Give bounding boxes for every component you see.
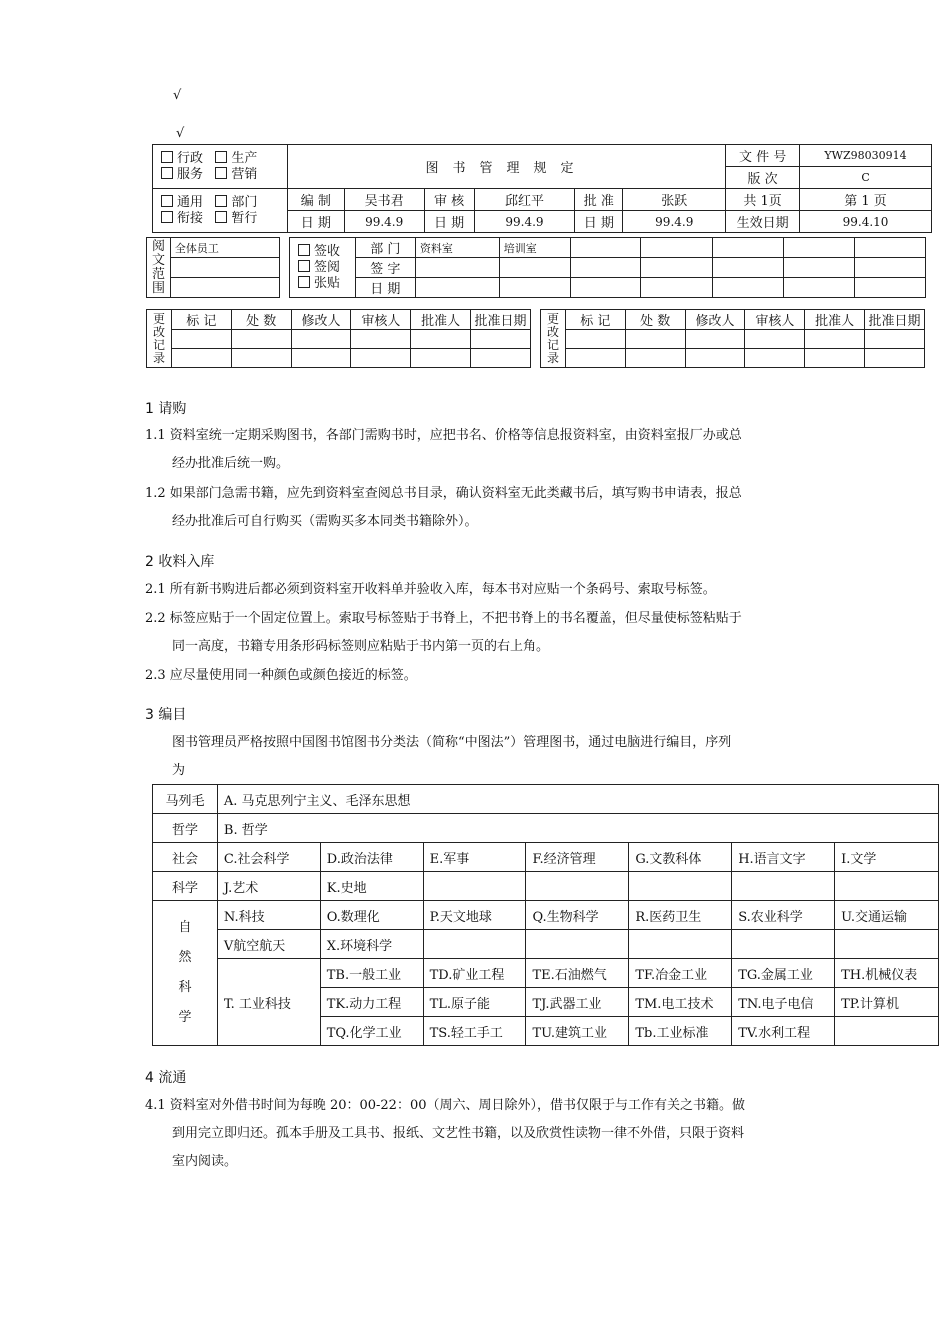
- category-checkboxes-top: 行政 生产 服务 营销: [153, 145, 288, 189]
- header-approve-date: 批准日期: [865, 310, 925, 330]
- scope-blank-1: [170, 258, 279, 278]
- class-cell: TE.石油燃气: [526, 959, 629, 988]
- checkbox-temporary[interactable]: [215, 211, 227, 223]
- approved-label: 批 准: [575, 189, 623, 211]
- checkbox-sign-read[interactable]: [298, 260, 310, 272]
- header-approver: 批准人: [805, 310, 865, 330]
- class-cell: TG.金属工业: [732, 959, 835, 988]
- class-philosophy-value: B. 哲学: [217, 814, 938, 843]
- class-cell: TB.一般工业: [320, 959, 423, 988]
- class-cell: TK.动力工程: [320, 988, 423, 1017]
- class-cell: N.科技: [217, 901, 320, 930]
- header-modifier: 修改人: [685, 310, 745, 330]
- class-cell: C.社会科学: [217, 843, 320, 872]
- doc-no-value: YWZ98030914: [800, 145, 932, 167]
- section-3-heading: 3 编目: [145, 707, 187, 723]
- effective-date: 99.4.10: [800, 211, 932, 233]
- header-mark: 标 记: [565, 310, 625, 330]
- sign-label: 签 字: [355, 258, 415, 278]
- class-cell: TD.矿业工程: [423, 959, 526, 988]
- class-cell: Q.生物科学: [526, 901, 629, 930]
- class-social-label-1: 社会: [153, 843, 218, 872]
- change-record-label-left: 更改记录: [147, 310, 172, 368]
- class-cell: J.艺术: [217, 872, 320, 901]
- section-1-para-1: 1.1 资料室统一定期采购图书，各部门需购书时，应把书名、价格等信息报资料室，由资料室报厂办或总 经办批准后统一购。: [145, 428, 742, 471]
- class-cell: X.环境科学: [320, 930, 423, 959]
- page-number: 第 1 页: [800, 189, 932, 211]
- class-marx-label: 马列毛: [153, 785, 218, 814]
- document-title: 图书管理规定: [287, 145, 725, 189]
- version-label: 版 次: [726, 167, 800, 189]
- header-approver: 批准人: [411, 310, 471, 330]
- reviewed-date: 99.4.9: [474, 211, 575, 233]
- header-modifier: 修改人: [291, 310, 351, 330]
- section-2-para-3: 2.3 应尽量使用同一种颜色或颜色接近的标签。: [145, 668, 417, 683]
- section-2-para-2: 2.2 标签应贴于一个固定位置上。索取号标签贴于书脊上，不把书脊上的书名覆盖，但尽量使标签粘贴于 同一高度，书籍专用条形码标签则应粘贴于书内第一页的右上角。: [145, 611, 742, 654]
- class-marx-value: A. 马克思列宁主义、毛泽东思想: [217, 785, 938, 814]
- checkbox-sign-receive[interactable]: [298, 244, 310, 256]
- check-mark-top: √: [173, 88, 182, 103]
- total-pages: 共 1页: [726, 189, 800, 211]
- classification-table: [152, 784, 939, 1046]
- date-label-2: 日 期: [424, 211, 474, 233]
- checkbox-general[interactable]: [161, 195, 173, 207]
- checkbox-production[interactable]: [215, 151, 227, 163]
- section-2-heading: 2 收料入库: [145, 554, 215, 570]
- class-cell: TL.原子能: [423, 988, 526, 1017]
- class-cell: R.医药卫生: [629, 901, 732, 930]
- class-cell: G.文教科体: [629, 843, 732, 872]
- change-record-label-right: 更改记录: [541, 310, 566, 368]
- check-mark-second: √: [176, 126, 185, 141]
- class-cell: TJ.武器工业: [526, 988, 629, 1017]
- dept-library: 资料室: [415, 238, 499, 258]
- checkbox-department[interactable]: [215, 195, 227, 207]
- dept-training: 培训室: [499, 238, 570, 258]
- section-4-para-1: 4.1 资料室对外借书时间为每晚 20：00-22：00（周六、周日除外），借书仅限于与工作有关之书籍。做 到用完立即归还。孤本手册及工具书、报纸、文艺性书籍，以及欣赏性读物一律不外借，只限于资料 室内阅读。: [145, 1098, 746, 1169]
- dept-label: 部 门: [355, 238, 415, 258]
- class-philosophy-label: 哲学: [153, 814, 218, 843]
- header-reviewer: 审核人: [351, 310, 411, 330]
- doc-no-label: 文 件 号: [726, 145, 800, 167]
- class-cell: D.政治法律: [320, 843, 423, 872]
- class-cell: F.经济管理: [526, 843, 629, 872]
- effective-date-label: 生效日期: [726, 211, 800, 233]
- distribution-scope: 全体员工: [170, 238, 279, 258]
- checkbox-marketing[interactable]: [215, 167, 227, 179]
- section-1-para-2: 1.2 如果部门急需书籍，应先到资料室查阅总书目录，确认资料室无此类藏书后，填写购书申请表，报总 经办批准后可自行购买（需购买多本同类书籍除外）。: [145, 486, 742, 529]
- sign-mode-checkboxes: 签收 签阅 张贴: [290, 238, 356, 298]
- category-checkboxes-bottom: 通用 部门 衔接 暂行: [153, 189, 288, 233]
- class-cell: S.农业科学: [732, 901, 835, 930]
- header-count: 处 数: [625, 310, 685, 330]
- checkbox-link[interactable]: [161, 211, 173, 223]
- change-record-table-right: [540, 309, 925, 368]
- section-4-heading: 4 流通: [145, 1070, 187, 1086]
- approved-by: 张跃: [623, 189, 726, 211]
- header-approve-date: 批准日期: [471, 310, 531, 330]
- class-cell: TV.水利工程: [732, 1017, 835, 1046]
- document-header-table: [152, 144, 932, 233]
- distribution-label: 阅文范围: [147, 238, 171, 298]
- class-cell: TF.冶金工业: [629, 959, 732, 988]
- version-value: C: [800, 167, 932, 189]
- sign-date-label: 日 期: [355, 278, 415, 298]
- class-cell: E.军事: [423, 843, 526, 872]
- approved-date: 99.4.9: [623, 211, 726, 233]
- change-record-table-left: [146, 309, 531, 368]
- class-cell: TN.电子电信: [732, 988, 835, 1017]
- class-cell: TP.计算机: [835, 988, 939, 1017]
- prepared-date: 99.4.9: [344, 211, 424, 233]
- header-reviewer: 审核人: [745, 310, 805, 330]
- section-1-heading: 1 请购: [145, 401, 187, 417]
- scope-blank-2: [170, 278, 279, 298]
- date-label-1: 日 期: [287, 211, 344, 233]
- distribution-sign-table: [289, 237, 926, 298]
- class-industry-label: T. 工业科技: [217, 959, 320, 1046]
- prepared-label: 编 制: [287, 189, 344, 211]
- distribution-scope-table: [146, 237, 280, 298]
- header-mark: 标 记: [171, 310, 231, 330]
- checkbox-post[interactable]: [298, 276, 310, 288]
- section-3-para-1: 图书管理员严格按照中国图书馆图书分类法（简称“中图法”）管理图书，通过电脑进行编目，序列 为: [172, 735, 732, 778]
- class-cell: K.史地: [320, 872, 423, 901]
- class-cell: H.语言文字: [732, 843, 835, 872]
- class-social-label-2: 科学: [153, 872, 218, 901]
- class-cell: I.文学: [835, 843, 939, 872]
- class-cell: TU.建筑工业: [526, 1017, 629, 1046]
- class-cell: V航空航天: [217, 930, 320, 959]
- date-label-3: 日 期: [575, 211, 623, 233]
- reviewed-by: 邱红平: [474, 189, 575, 211]
- class-cell: TM.电工技术: [629, 988, 732, 1017]
- class-cell: O.数理化: [320, 901, 423, 930]
- class-cell: TH.机械仪表: [835, 959, 939, 988]
- class-natural-label: 自 然 科 学: [153, 901, 218, 1046]
- checkbox-admin[interactable]: [161, 151, 173, 163]
- section-2-para-1: 2.1 所有新书购进后都必须到资料室开收料单并验收入库，每本书对应贴一个条码号、索取号标签。: [145, 582, 716, 597]
- class-cell: P.天文地球: [423, 901, 526, 930]
- header-count: 处 数: [231, 310, 291, 330]
- class-cell: TQ.化学工业: [320, 1017, 423, 1046]
- prepared-by: 吴书君: [344, 189, 424, 211]
- class-cell: U.交通运输: [835, 901, 939, 930]
- checkbox-service[interactable]: [161, 167, 173, 179]
- class-cell: Tb.工业标准: [629, 1017, 732, 1046]
- reviewed-label: 审 核: [424, 189, 474, 211]
- class-cell: TS.轻工手工: [423, 1017, 526, 1046]
